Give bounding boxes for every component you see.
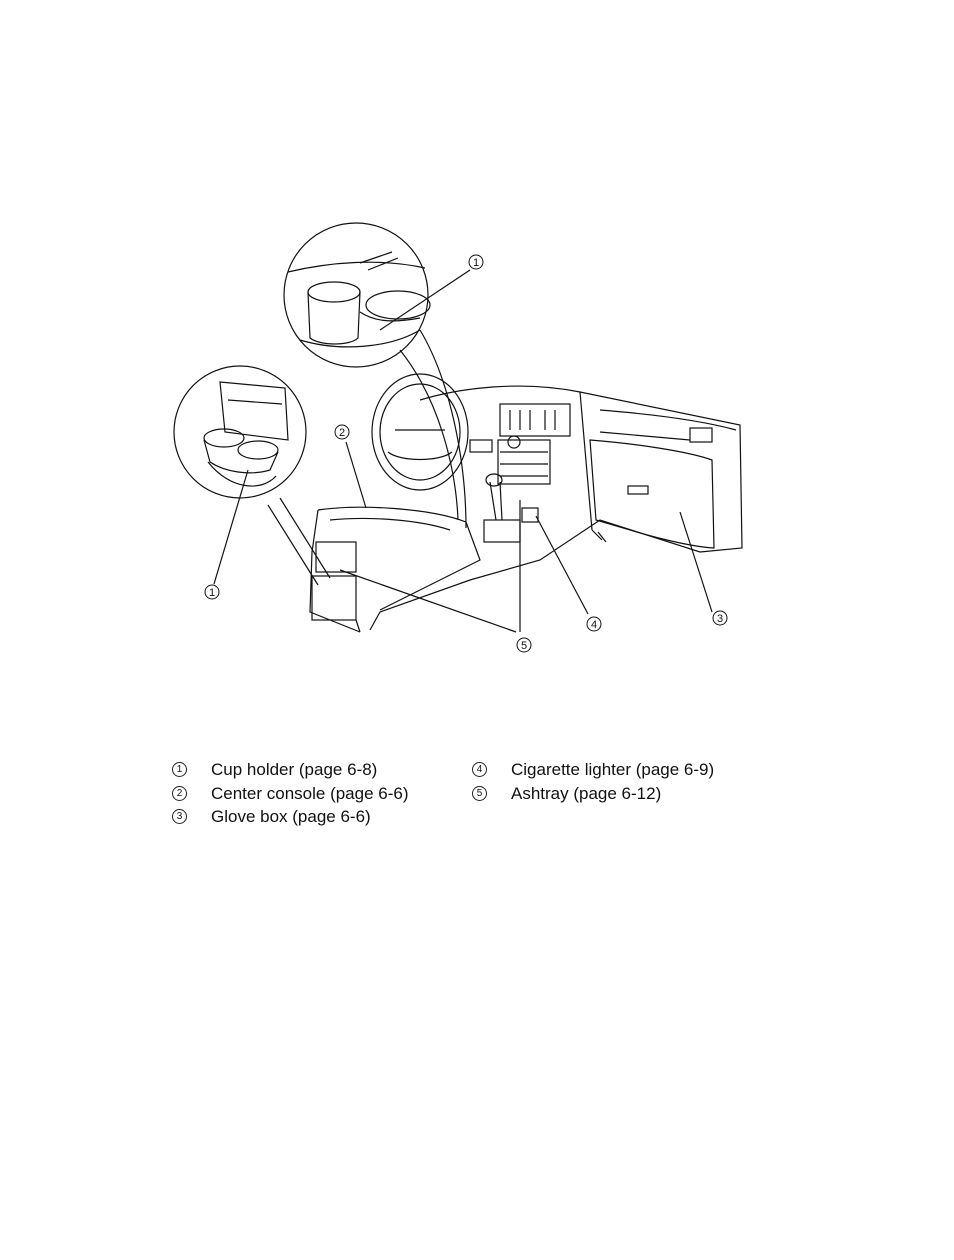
leader-1-top (380, 270, 470, 330)
svg-text:5: 5 (520, 640, 528, 652)
legend-item (170, 805, 409, 829)
callout-1-left (205, 585, 219, 599)
legend-item (170, 758, 409, 782)
svg-text:2: 2 (338, 427, 346, 439)
legend-number: 3 (172, 809, 187, 824)
center-console (310, 507, 480, 632)
callout-2 (335, 425, 349, 439)
svg-text:1: 1 (208, 587, 216, 599)
leader-4 (536, 516, 588, 614)
callout-1-top (469, 255, 483, 269)
legend-text: Cigarette lighter (page 6-9) (511, 760, 715, 779)
cup-holder-inset-top (284, 223, 430, 367)
legend-number: 5 (472, 786, 487, 801)
legend-number: 1 (172, 762, 187, 777)
cup-holder-inset-left (174, 366, 306, 498)
legend-item (470, 758, 714, 782)
legend-text: Ashtray (page 6-12) (511, 783, 662, 803)
glove-box (590, 440, 714, 548)
legend-text: Cup holder (page 6-8) (211, 760, 378, 779)
callout-4 (587, 617, 601, 631)
legend-text: Center console (page 6-6) (211, 783, 409, 803)
legend-number: 2 (172, 786, 187, 801)
leader-3 (680, 512, 712, 612)
leader-2 (346, 442, 366, 508)
legend-left-column (170, 758, 409, 829)
legend-right-column (470, 758, 714, 805)
leader-5a (340, 570, 516, 632)
svg-text:3: 3 (716, 613, 724, 625)
legend-item (470, 782, 714, 806)
callout-3 (713, 611, 727, 625)
dashboard (370, 374, 742, 630)
callout-5 (517, 638, 531, 652)
legend-text: Glove box (page 6-6) (211, 807, 371, 826)
svg-text:4: 4 (590, 619, 598, 631)
legend-number: 4 (472, 762, 487, 777)
leader-1-left (214, 470, 248, 584)
legend-item (170, 782, 409, 806)
svg-text:1: 1 (472, 257, 480, 269)
